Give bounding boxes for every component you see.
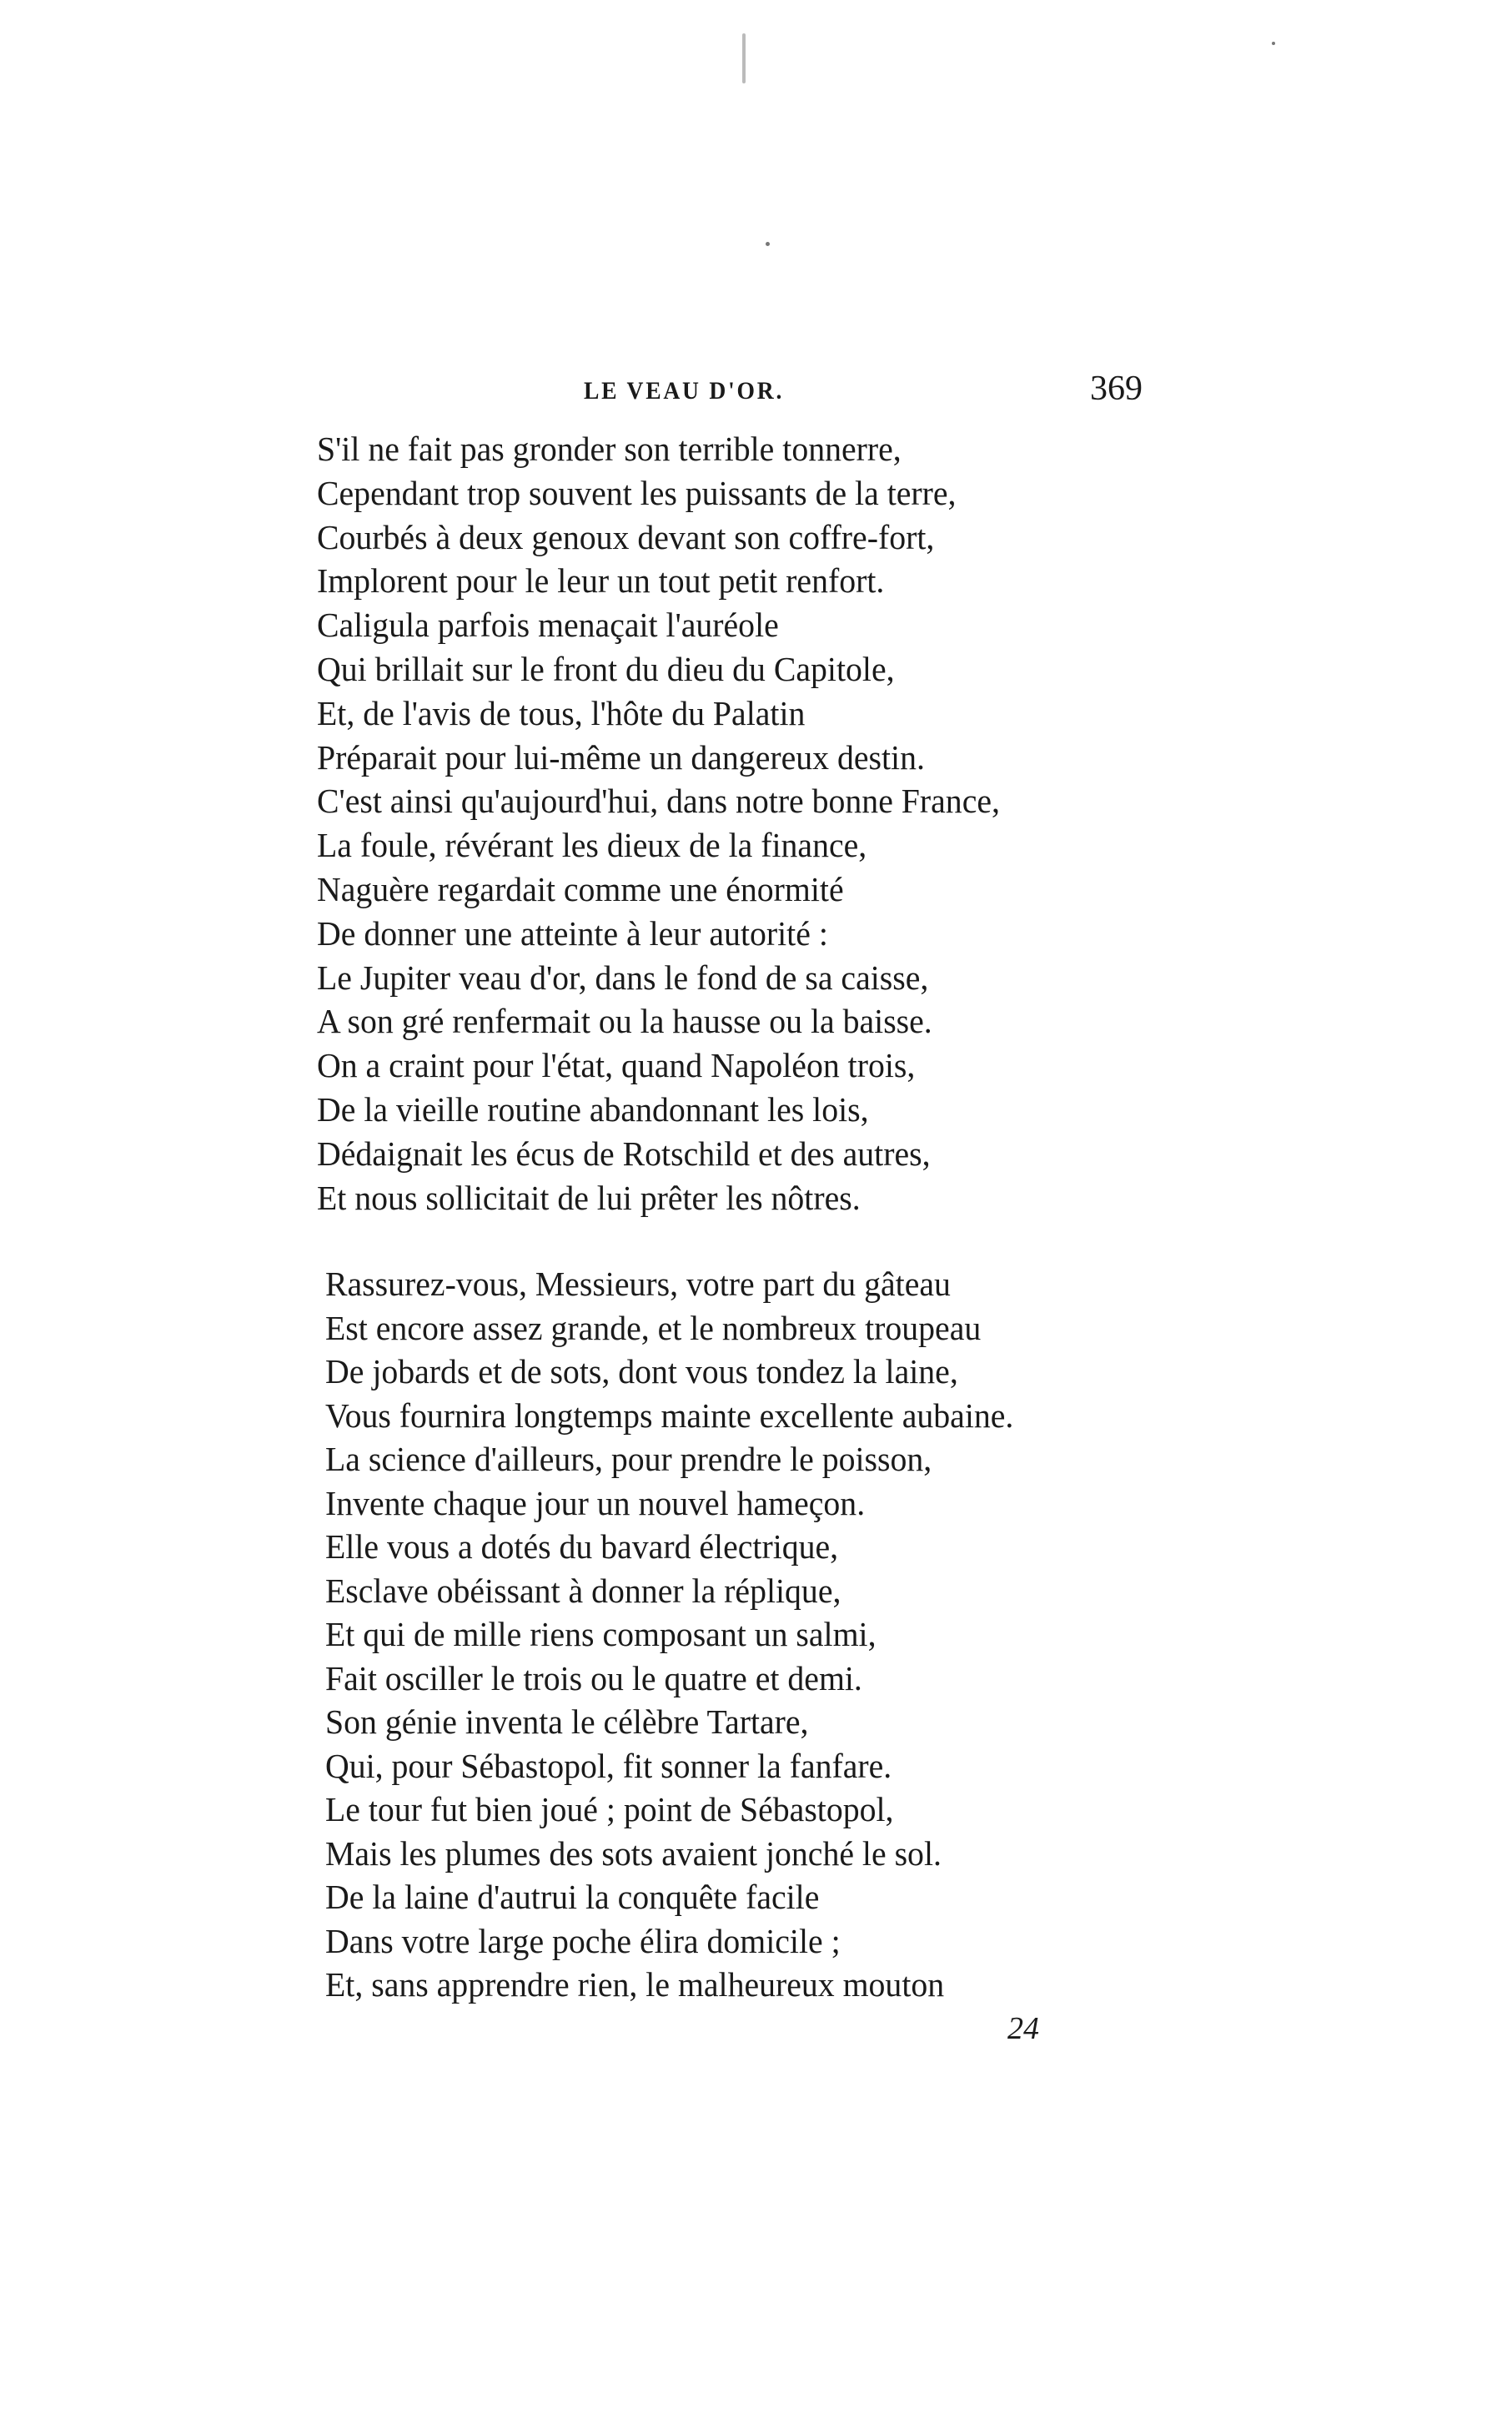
- verse-line: Et, sans apprendre rien, le malheureux mouton: [325, 1965, 945, 2004]
- verse-line: Et nous sollicitait de lui prêter les nôtres.: [317, 1178, 861, 1217]
- page-number: 369: [1090, 370, 1143, 408]
- verse-line: Elle vous a dotés du bavard électrique,: [325, 1527, 839, 1566]
- verse-line: Esclave obéissant à donner la réplique,: [325, 1571, 841, 1610]
- verse-line: De donner une atteinte à leur autorité :: [317, 913, 828, 953]
- stanza-1: [317, 427, 1021, 1220]
- verse-line: Et qui de mille riens composant un salmi,: [325, 1615, 877, 1653]
- stanza-2: [325, 1262, 1035, 2007]
- verse-line: Dédaignait les écus de Rotschild et des autres,: [317, 1134, 931, 1173]
- verse-line: Caligula parfois menaçait l'auréole: [317, 606, 779, 645]
- verse-line: Implorent pour le leur un tout petit renfort.: [317, 561, 885, 601]
- verse-line: Cependant trop souvent les puissants de la terre,: [317, 473, 957, 512]
- verse-line: Préparait pour lui-même un dangereux destin.: [317, 737, 925, 777]
- scan-speck: [1272, 42, 1275, 45]
- scan-speck: [766, 242, 770, 246]
- verse-line: Mais les plumes des sots avaient jonché le sol.: [325, 1833, 942, 1873]
- verse-line: S'il ne fait pas gronder son terrible tonnerre,: [317, 430, 902, 468]
- scan-speck: [742, 33, 746, 83]
- verse-line: Son génie inventa le célèbre Tartare,: [325, 1702, 809, 1741]
- verse-line: La science d'ailleurs, pour prendre le poisson,: [325, 1440, 932, 1478]
- verse-line: De jobards et de sots, dont vous tondez la laine,: [325, 1352, 958, 1391]
- verse-line: Rassurez-vous, Messieurs, votre part du gâteau: [325, 1265, 951, 1303]
- verse-line: Dans votre large poche élira domicile ;: [325, 1921, 841, 1960]
- verse-line: C'est ainsi qu'aujourd'hui, dans notre bonne France,: [317, 782, 1000, 821]
- verse-line: De la laine d'autrui la conquête facile: [325, 1878, 820, 1916]
- verse-line: Le tour fut bien joué ; point de Sébastopol,: [325, 1790, 894, 1828]
- verse-line: De la vieille routine abandonnant les lois,: [317, 1089, 869, 1129]
- running-title: LE VEAU D'OR.: [584, 377, 785, 405]
- verse-line: Invente chaque jour un nouvel hameçon.: [325, 1483, 866, 1522]
- verse-line: La foule, révérant les dieux de la finance,: [317, 826, 867, 865]
- verse-line: On a craint pour l'état, quand Napoléon trois,: [317, 1046, 916, 1085]
- verse-line: Fait osciller le trois ou le quatre et demi.: [325, 1658, 862, 1697]
- verse-line: Le Jupiter veau d'or, dans le fond de sa caisse,: [317, 958, 929, 997]
- signature-mark: 24: [1007, 2011, 1039, 2046]
- verse-line: Est encore assez grande, et le nombreux troupeau: [325, 1308, 982, 1347]
- verse-line: Naguère regardait comme une énormité: [317, 869, 844, 908]
- verse-line: A son gré renfermait ou la hausse ou la baisse.: [317, 1002, 932, 1041]
- verse-line: Qui brillait sur le front du dieu du Capitole,: [317, 649, 895, 688]
- verse-line: Courbés à deux genoux devant son coffre-fort,: [317, 517, 935, 556]
- verse-line: Et, de l'avis de tous, l'hôte du Palatin: [317, 693, 806, 732]
- verse-line: Qui, pour Sébastopol, fit sonner la fanfare.: [325, 1746, 892, 1785]
- verse-line: Vous fournira longtemps mainte excellente aubaine.: [325, 1396, 1014, 1435]
